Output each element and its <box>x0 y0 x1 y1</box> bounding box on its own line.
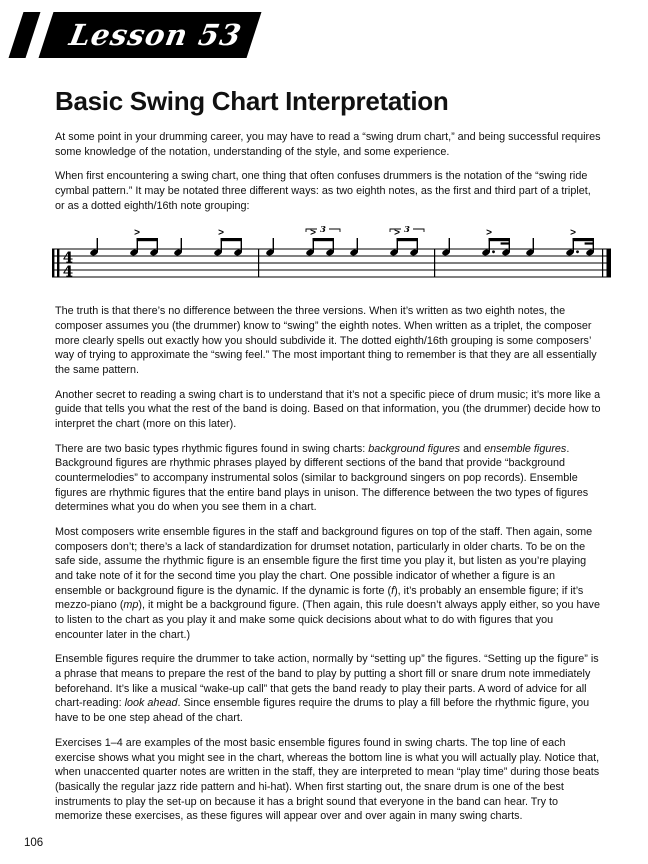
paragraph-exercises: Exercises 1–4 are examples of the most basic ensemble figures found in swing charts. The top line of each exercise shows what you might see in the chart, whereas the bottom line is what you will actually play. Notice that, when unaccented quarter notes are written in the staff, they are interpreted to mean “play time” during those beats (basically the regular jazz ride pattern and hi-hat). When first starting out, the snare drum is one of the best instruments to play the set-up on because it has a bright sound that everyone in the band can hear. Try to memorize these exercises, as these figures will appear over and over again in many swing charts. <box>55 736 600 823</box>
paragraph-notation-standardization: Most composers write ensemble figures in the staff and background figures on top of the staff. Then again, some composers don’t; there’s a lack of standardization for drumset notation, particularly in older charts. To be on the safe side, assume the rhythmic figure is an ensemble figure the first time you play it, but listen as you’re playing and take note of it for the second time you play the chart. One possible indicator of whether a figure is an ensemble or background figure is the dynamic. If the dynamic is forte (f), it’s probably an ensemble figure; if it’s mezzo-piano (mp), it might be a background figure. (Then again, this rule doesn’t always apply either, so you have to listen to the chart as you play it and make some quick decisions about what to do with figures that you encounter later in the chart.) <box>55 526 600 641</box>
paragraph-intro: At some point in your drumming career, you may have to read a “swing drum chart,” and being successful requires some knowledge of the notation, understanding of the style, and some experience. <box>55 131 601 158</box>
triplet-label: 3 <box>320 225 326 236</box>
accent-mark: > <box>486 227 492 239</box>
banner-main-shape <box>39 12 262 58</box>
measure-1-notes <box>89 238 242 256</box>
measure-3-notes <box>441 238 594 256</box>
accent-mark: > <box>394 227 400 239</box>
lesson-banner <box>0 10 648 70</box>
paragraph-figure-types: There are two basic types rhythmic figures found in swing charts: background figures and ensemble figures. Background figures are rhythmic phrases played by different sections of the band that provide “background countermelodies” to accompany instrumental solos (similar to background singers on pop records). Ensemble figures are rhythmic figures that the entire band plays in unison. The difference between the two types of figures determines what you do when you see them in a chart. <box>55 442 589 514</box>
triplet-label: 3 <box>404 225 410 236</box>
page-title: Basic Swing Chart Interpretation <box>55 86 449 116</box>
accent-mark: > <box>310 227 316 239</box>
music-staff-block <box>40 225 648 294</box>
accent-mark: > <box>218 227 224 239</box>
swing-ride-notation <box>40 225 630 289</box>
measure-2-notes <box>265 238 418 256</box>
accent-mark: > <box>134 227 140 239</box>
paragraph-ride-pattern: When first encountering a swing chart, one thing that often confuses drummers is the notation of the “swing ride cymbal pattern.” It may be notated three different ways: as two eighth notes, as the first and third part of a triplet, or as a dotted eighth/16th note grouping: <box>55 170 591 212</box>
page-number: 106 <box>24 837 44 849</box>
paragraph-three-versions: The truth is that there’s no difference between the three versions. When it’s written as two eighth notes, the composer assumes you (the drummer) know to “swing” the eighth notes. When written as a triplet, the composer more clearly spells out exactly how you should subdivide it. The dotted eighth/16th grouping is some composers’ way of trying to approximate the “swing feel.” The most important thing to remember is that they are all essentially the same pattern. <box>55 305 597 377</box>
time-signature-bottom: 4 <box>62 262 74 281</box>
accent-mark: > <box>570 227 576 239</box>
paragraph-chart-guide: Another secret to reading a swing chart is to understand that it’s not a specific piece of drum music; it’s more like a guide that tells you what the rest of the band is doing. Based on that information, you (the drummer) decide how to interpret the chart (more on this later). <box>55 388 601 431</box>
lesson-banner-label: Lesson 53 <box>66 18 245 52</box>
time-signature-top: 4 <box>62 248 74 267</box>
banner-accent-stripe <box>9 12 41 58</box>
paragraph-setting-up: Ensemble figures require the drummer to take action, normally by “setting up” the figures. “Setting up the figure” is a phrase that means to prepare the rest of the band to play by putting a short fill or snare drum note immediately beforehand. It’s like a musical “wake-up call” that gets the band ready to play their parts. A word of advice for all chart-reading: look ahead. Since ensemble figures require the drums to play a fill before the rhythmic figure, you have to be one step ahead of the chart. <box>55 653 599 725</box>
